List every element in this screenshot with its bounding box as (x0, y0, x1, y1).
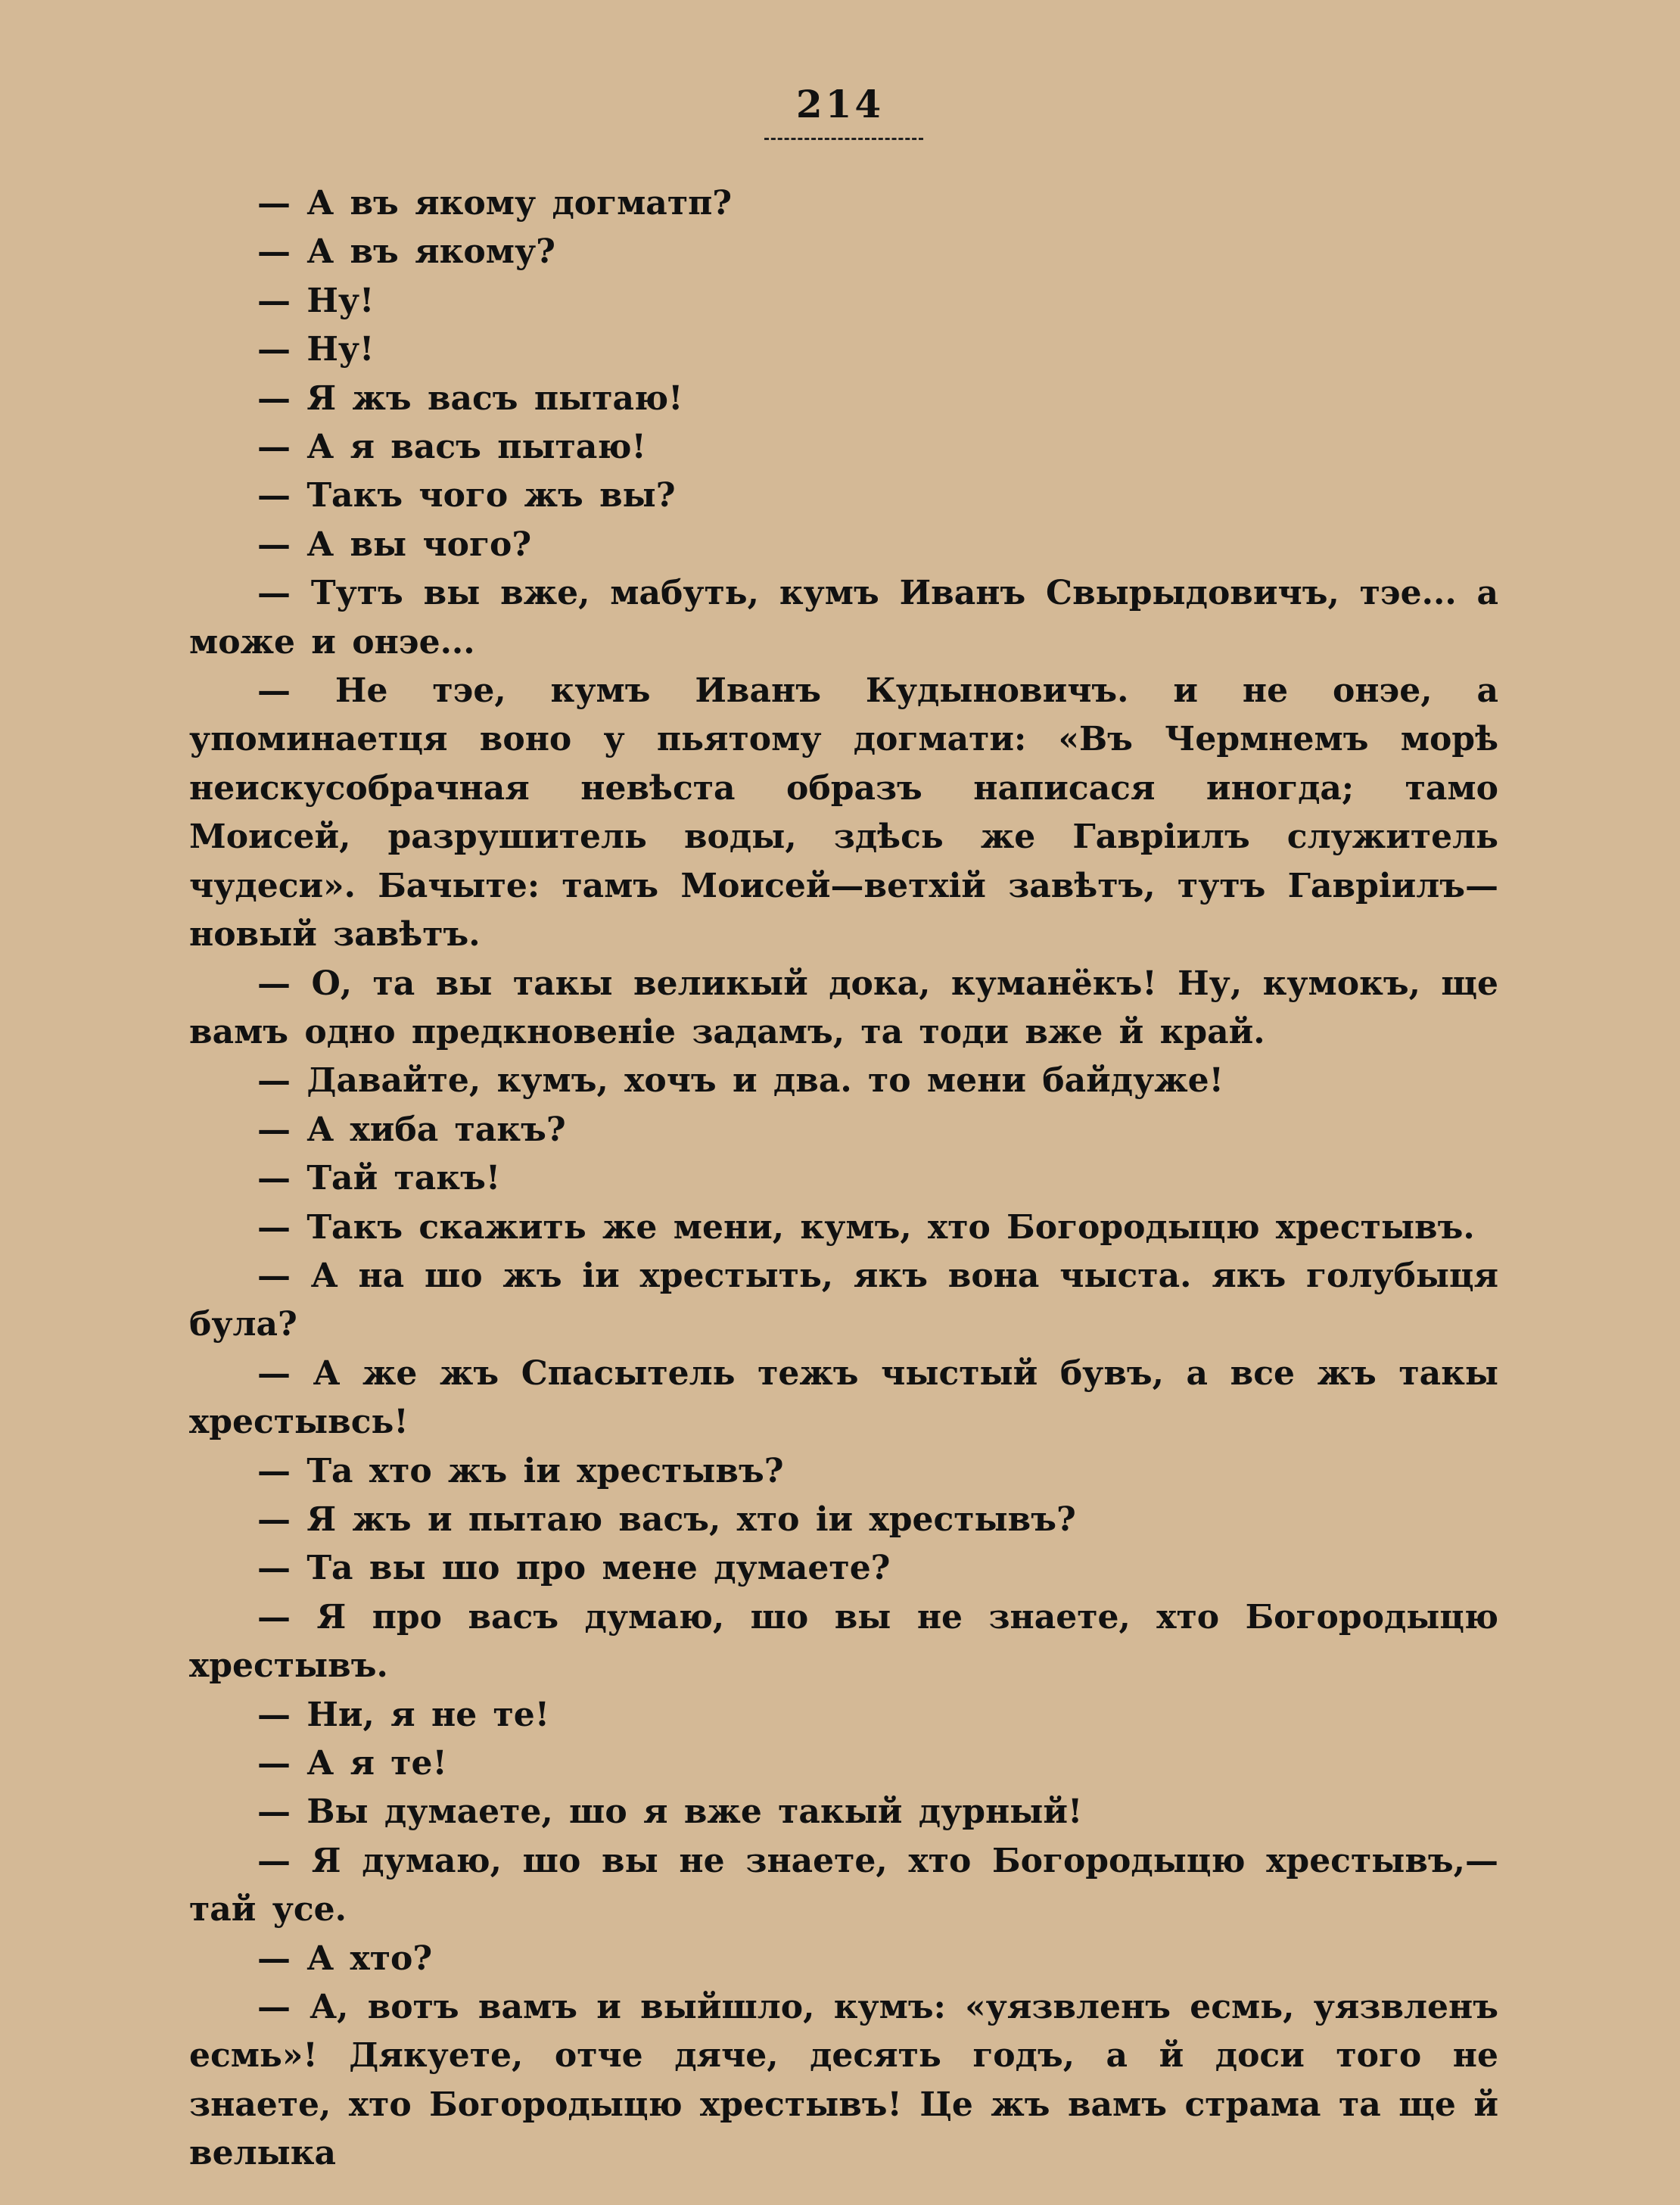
paragraph: — Не тэе, кумъ Иванъ Кудыновичъ. и не онэе, а упоминаетця воно у пьятому догмати: «Въ Чермнемъ морѣ неискусобрачная невѣста образъ написася иногда; тамо Моисей, разрушитель воды, здѣсь же Гавріилъ служитель чудеси». Бачыте: тамъ Моисей—ветхій завѣтъ, тутъ Гавріилъ—новый завѣтъ. (189, 671, 1498, 955)
paragraph: — А я те! (257, 1744, 447, 1783)
paragraph: — Я думаю, шо вы не знаете, хто Богородыцю хрестывъ,— тай усе. (189, 1841, 1498, 1929)
paragraph: — Я про васъ думаю, шо вы не знаете, хто Богородыцю хрестывъ. (189, 1597, 1498, 1686)
paragraph: — Ну! (257, 281, 375, 320)
paragraph: — А въ якому догматп? (257, 184, 733, 223)
paragraph: — Такъ чого жъ вы? (257, 476, 676, 515)
paragraph: — Тай такъ! (257, 1159, 501, 1198)
paragraph: — Я жъ васъ пытаю! (257, 378, 683, 418)
paragraph: — Та хто жъ іи хрестывъ? (257, 1451, 784, 1490)
paragraph: — А хиба такъ? (257, 1110, 566, 1149)
paragraph: — Ни, я не те! (257, 1695, 550, 1734)
paragraph: — А на шо жъ іи хрестыть, якъ вона чыста. якъ голубыця була? (189, 1256, 1498, 1344)
page-text (189, 179, 1498, 2179)
paragraph: — Та вы шо про мене думаете? (257, 1549, 891, 1588)
paragraph: — О, та вы такы великый дока, куманёкъ! Ну, кумокъ, ще вамъ одно предкновеніе задамъ, та тоди вже й край. (189, 964, 1498, 1051)
paragraph: — А хто? (257, 1939, 433, 1978)
paragraph: — Ну! (257, 330, 375, 369)
paragraph: — Я жъ и пытаю васъ, хто іи хрестывъ? (257, 1500, 1076, 1539)
page-number: 214 (795, 82, 885, 126)
paragraph: — А вы чого? (257, 525, 532, 564)
page-number-rule (764, 138, 923, 140)
paragraph: — Тутъ вы вже, мабуть, кумъ Иванъ Свырыдовичъ, тэе... а може и онэе... (189, 574, 1498, 662)
paragraph: — А я васъ пытаю! (257, 428, 646, 467)
paragraph: — А, вотъ вамъ и выйшло, кумъ: «уязвленъ есмь, уязвленъ есмь»! Дякуете, отче дяче, десять годъ, а й доси того не знаете, хто Богородыцю хрестывъ! Це жъ вамъ страма та ще й велыка (189, 1988, 1498, 2173)
paragraph: — А же жъ Спасытель тежъ чыстый бувъ, а все жъ такы хрестывсь! (189, 1353, 1498, 1442)
paragraph: — Такъ скажить же мени, кумъ, хто Богородыцю хрестывъ. (257, 1207, 1475, 1247)
paragraph: — Вы думаете, шо я вже такый дурный! (257, 1792, 1083, 1832)
paragraph: — Давайте, кумъ, хочъ и два. то мени байдуже! (257, 1061, 1224, 1101)
paragraph: — А въ якому? (257, 232, 555, 272)
